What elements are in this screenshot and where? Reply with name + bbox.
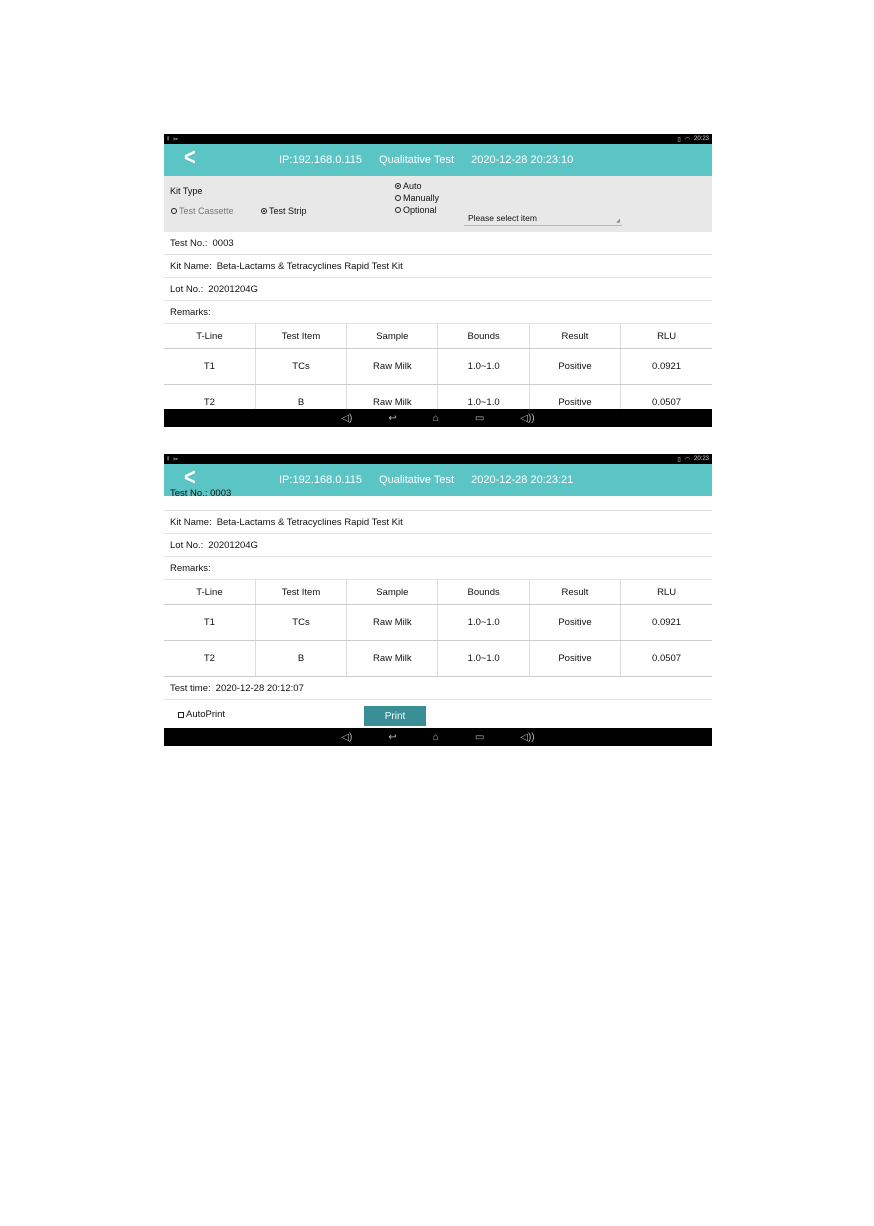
- cell-t-line: T1: [164, 349, 255, 385]
- table-row: [164, 605, 712, 641]
- autoprint-checkbox[interactable]: AutoPrint: [178, 709, 225, 720]
- volume-up-icon[interactable]: ◁)): [520, 731, 535, 743]
- radio-test-strip[interactable]: Test Strip: [261, 206, 307, 216]
- cell-bounds: 1.0~1.0: [438, 349, 529, 385]
- dropdown-corner-icon: ◢: [616, 218, 620, 224]
- back-icon[interactable]: ↩: [388, 412, 397, 424]
- table-row: [164, 349, 712, 385]
- cell-bounds: 1.0~1.0: [438, 641, 529, 677]
- results-table: [164, 324, 712, 421]
- nav-bar: [164, 728, 712, 746]
- radio-test-cassette[interactable]: Test Cassette: [171, 206, 234, 216]
- nav-bar: [164, 409, 712, 427]
- table-header-row: [164, 580, 712, 605]
- col-t-line: T-Line: [164, 580, 255, 605]
- settings-icon: ✂: [173, 456, 179, 463]
- test-no-row: Test No.: 0003: [164, 232, 712, 255]
- usb-icon: ⭳: [167, 456, 170, 462]
- radio-optional[interactable]: Optional: [395, 205, 437, 215]
- test-no-value: 0003: [212, 237, 234, 249]
- screen-2: [164, 454, 712, 746]
- col-test-item: Test Item: [255, 324, 346, 349]
- app-header: [164, 144, 712, 176]
- lot-no-value: 20201204G: [208, 539, 258, 551]
- results-table: [164, 580, 712, 677]
- radio-on-icon: [261, 208, 267, 214]
- battery-icon: ▯: [677, 136, 681, 143]
- wifi-icon: ◠: [684, 456, 690, 463]
- wifi-icon: ◠: [684, 136, 690, 143]
- cell-test-item: B: [255, 641, 346, 677]
- col-rlu: RLU: [621, 580, 712, 605]
- col-bounds: Bounds: [438, 324, 529, 349]
- header-datetime: 2020-12-28 20:23:10: [471, 154, 574, 166]
- cell-rlu: 0.0921: [621, 349, 712, 385]
- col-t-line: T-Line: [164, 324, 255, 349]
- cell-bounds: 1.0~1.0: [438, 605, 529, 641]
- col-bounds: Bounds: [438, 580, 529, 605]
- header-ip: IP:192.168.0.115: [279, 474, 362, 486]
- radio-auto[interactable]: Auto: [395, 181, 422, 191]
- battery-icon: ▯: [677, 456, 681, 463]
- recent-apps-icon[interactable]: ▭: [474, 412, 485, 424]
- volume-down-icon[interactable]: ◁): [341, 412, 353, 424]
- test-no-row: Test No.: 0003: [164, 496, 712, 511]
- checkbox-icon: [178, 712, 184, 718]
- col-sample: Sample: [347, 324, 438, 349]
- cell-test-item: TCs: [255, 605, 346, 641]
- header-mode: Qualitative Test: [379, 154, 455, 166]
- cell-test-item: TCs: [255, 349, 346, 385]
- status-bar: [164, 454, 712, 464]
- test-time-row: Test time: 2020-12-28 20:12:07: [164, 677, 712, 700]
- app-header: [164, 464, 712, 496]
- cell-t-line: T2: [164, 385, 255, 421]
- kit-name-row: Kit Name: Beta-Lactams & Tetracyclines Rapid Test Kit: [164, 255, 712, 278]
- item-select-dropdown[interactable]: Please select item ◢: [464, 213, 622, 226]
- lot-no-value: 20201204G: [208, 283, 258, 295]
- kit-name-value: Beta-Lactams & Tetracyclines Rapid Test Kit: [216, 260, 403, 272]
- remarks-row: Remarks:: [164, 301, 712, 324]
- radio-on-icon: [395, 183, 401, 189]
- cell-sample: Raw Milk: [347, 641, 438, 677]
- header-mode: Qualitative Test: [379, 474, 455, 486]
- lot-no-row: Lot No.: 20201204G: [164, 534, 712, 557]
- cell-result: Positive: [529, 641, 620, 677]
- radio-off-icon: [395, 195, 401, 201]
- header-datetime: 2020-12-28 20:23:21: [471, 474, 574, 486]
- col-test-item: Test Item: [255, 580, 346, 605]
- status-time: 20:23: [693, 456, 709, 462]
- cell-rlu: 0.0921: [621, 605, 712, 641]
- cell-t-line: T2: [164, 641, 255, 677]
- back-arrow-icon[interactable]: <: [184, 144, 196, 172]
- back-icon[interactable]: ↩: [388, 731, 397, 743]
- kit-name-row: Kit Name: Beta-Lactams & Tetracyclines Rapid Test Kit: [164, 511, 712, 534]
- recent-apps-icon[interactable]: ▭: [474, 731, 485, 743]
- header-title: [279, 474, 587, 486]
- test-no-value: 0003: [210, 488, 232, 499]
- back-arrow-icon[interactable]: <: [184, 464, 196, 492]
- cell-sample: Raw Milk: [347, 605, 438, 641]
- screen-1: [164, 134, 712, 427]
- home-icon[interactable]: ⌂: [432, 731, 439, 743]
- cell-sample: Raw Milk: [347, 349, 438, 385]
- settings-icon: ✂: [173, 136, 179, 143]
- cell-result: Positive: [529, 349, 620, 385]
- col-rlu: RLU: [621, 324, 712, 349]
- cell-rlu: 0.0507: [621, 641, 712, 677]
- radio-manually[interactable]: Manually: [395, 193, 439, 203]
- cell-test-item: B: [255, 385, 346, 421]
- test-time-value: 2020-12-28 20:12:07: [215, 682, 304, 694]
- col-result: Result: [529, 324, 620, 349]
- print-button[interactable]: Print: [364, 706, 426, 726]
- status-time: 20:23: [693, 136, 709, 142]
- col-result: Result: [529, 580, 620, 605]
- volume-down-icon[interactable]: ◁): [341, 731, 353, 743]
- kit-name-value: Beta-Lactams & Tetracyclines Rapid Test Kit: [216, 516, 403, 528]
- kit-type-label: Kit Type: [170, 186, 203, 196]
- radio-off-icon: [395, 207, 401, 213]
- header-title: [279, 154, 587, 166]
- col-sample: Sample: [347, 580, 438, 605]
- radio-off-icon: [171, 208, 177, 214]
- home-icon[interactable]: ⌂: [432, 412, 439, 424]
- remarks-row: Remarks:: [164, 557, 712, 580]
- header-ip: IP:192.168.0.115: [279, 154, 362, 166]
- lot-no-row: Lot No.: 20201204G: [164, 278, 712, 301]
- cell-t-line: T1: [164, 605, 255, 641]
- volume-up-icon[interactable]: ◁)): [520, 412, 535, 424]
- cell-sample: Raw Milk: [347, 385, 438, 421]
- kit-type-panel: [164, 176, 712, 232]
- table-header-row: [164, 324, 712, 349]
- cell-rlu: 0.0507: [621, 385, 712, 421]
- cell-result: Positive: [529, 385, 620, 421]
- cell-bounds: 1.0~1.0: [438, 385, 529, 421]
- usb-icon: ⭳: [167, 136, 170, 142]
- status-bar: [164, 134, 712, 144]
- table-row: [164, 641, 712, 677]
- cell-result: Positive: [529, 605, 620, 641]
